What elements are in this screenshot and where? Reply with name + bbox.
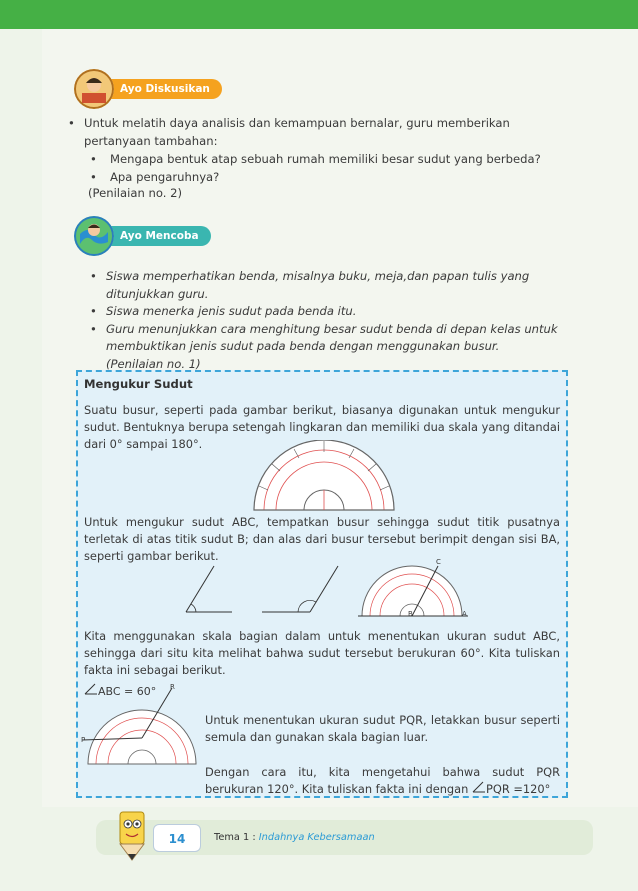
label-b: B (408, 610, 413, 618)
para-pqr-text: Dengan cara itu, kita mengetahui bahwa sudut PQR berukuran 120°. Kita tuliskan fakta ini dengan (205, 765, 560, 797)
section2-items: • Siswa memperhatikan benda, misalnya buku, meja,dan papan tulis yang ditunjukkan guru. • Siswa menerka jenis sudut pada benda itu. • Guru menunjukkan cara menghitung besar sudut benda di depan kelas untuk membuktikan jenis sudut pada benda dengan menggunakan busur. (Penilaian no. 1) (90, 268, 574, 373)
para-abc: Untuk mengukur sudut ABC, tempatkan busur sehingga sudut titik pusatnya terletak di atas titik sudut B; dan alas dari busur tersebut berimpit dengan sisi BA, seperti gambar berikut. (84, 515, 560, 564)
sub-item: Apa pengaruhnya? (110, 169, 220, 184)
mascot-icon (74, 69, 114, 109)
label-r: R (170, 683, 175, 691)
badge-label: Ayo Diskusikan (96, 79, 222, 99)
list-item: Siswa menerka jenis sudut pada benda itu. (106, 304, 357, 318)
section1-subitems: • Mengapa bentuk atap sebuah rumah memiliki besar sudut yang berbeda? • Apa pengaruhnya? (90, 151, 570, 186)
pencil-mascot-icon (112, 806, 152, 864)
top-bar (0, 0, 638, 29)
page-number: 14 (153, 824, 201, 852)
sub-item: Mengapa bentuk atap sebuah rumah memiliki besar sudut yang berbeda? (110, 152, 541, 166)
label-c: C (436, 558, 441, 566)
section1-bullet: • Untuk melatih daya analisis dan kemampuan bernalar, guru memberikan pertanyaan tambahan: (68, 115, 576, 150)
bullet-text: Untuk melatih daya analisis dan kemampuan bernalar, guru memberikan pertanyaan tambahan: (84, 116, 510, 148)
list-item: Guru menunjukkan cara menghitung besar sudut benda di depan kelas untuk membuktikan jenis sudut pada benda dengan menggunakan busur. (106, 321, 558, 353)
box-title: Mengukur Sudut (84, 377, 193, 391)
label-a: A (462, 610, 467, 618)
formula-text: ABC = 60° (98, 685, 157, 698)
angle-abc-figure (180, 560, 240, 618)
badge-label: Ayo Mencoba (96, 226, 211, 246)
protractor-figure (252, 440, 396, 512)
ayo-mencoba-badge (74, 216, 211, 256)
footer-prefix: Tema 1 : (214, 832, 259, 843)
angle-pqr-figure (258, 560, 344, 618)
protractor-angle-figure (358, 560, 470, 622)
para-skala: Kita menggunakan skala bagian dalam untuk menentukan ukuran sudut ABC, sehingga dari situ kita melihat bahwa sudut tersebut berukuran 60°. Kita tuliskan fakta ini sebagai berikut. (84, 629, 560, 678)
section2-note: (Penilaian no. 1) (106, 356, 201, 371)
protractor-pqr-figure (80, 682, 198, 770)
footer-theme (214, 832, 375, 843)
para-busur: Suatu busur, seperti pada gambar berikut, biasanya digunakan untuk mengukur sudut. Bentuknya berupa setengah lingkaran dan memiliki dua skala yang ditandai dari 0° sampai 180°. (84, 403, 560, 452)
section1-note: (Penilaian no. 2) (88, 186, 182, 200)
list-item: Siswa memperhatikan benda, misalnya buku, meja,dan papan tulis yang ditunjukkan guru. (106, 269, 530, 301)
angle-icon (472, 781, 486, 793)
para-pqr-result (205, 764, 560, 798)
para-pqr: Untuk menentukan ukuran sudut PQR, letakkan busur seperti semula dan gunakan skala bagian luar. (205, 713, 560, 745)
globe-mascot-icon (74, 216, 114, 256)
footer-title: Indahnya Kebersamaan (258, 832, 375, 843)
label-p: P (81, 736, 86, 744)
formula-pqr: PQR =120° (486, 782, 551, 797)
ayo-diskusikan-badge (74, 69, 222, 109)
